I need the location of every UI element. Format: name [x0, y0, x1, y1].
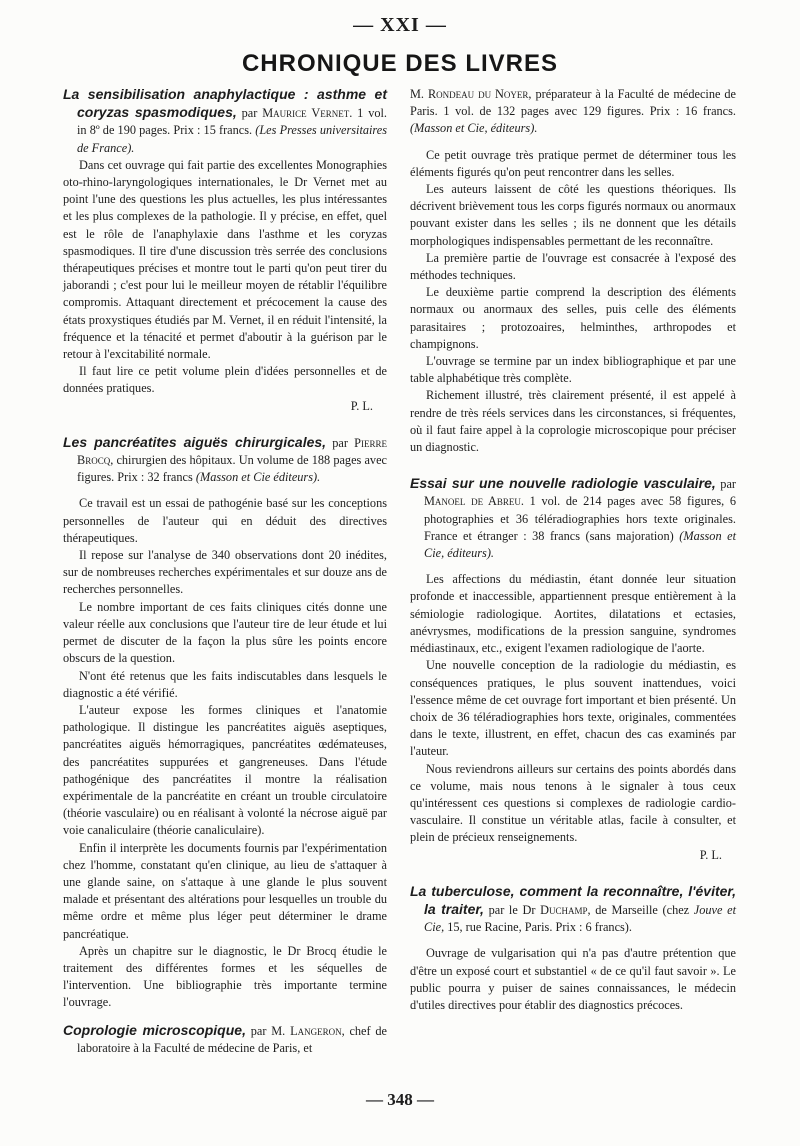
- paragraph: Ce travail est un essai de pathogénie basé sur les conceptions personnelles de l'auteur qui en déduit des directives thérapeutiques.: [63, 496, 387, 545]
- paragraph: L'auteur expose les formes cliniques et l'anatomie pathologique. Il distingue les pancréatites aiguës aseptiques, pancréatites aiguës hémorragiques, pancréatites œdémateuses, des pancréatites suppurées et gangreneuses. Dans l'étude pathogénique des pancréatites il montre la réalisation expérimentale de la pancréatite en créant un trouble circulatoire (théorie vasculaire) ou en réalisant à volonté la nécrose aiguë par voie canaliculaire (théorie canaliculaire).: [63, 702, 387, 838]
- review-header: [410, 475, 736, 562]
- review-radiologie: [410, 475, 736, 863]
- by-text: par: [236, 106, 263, 121]
- book-details: de Marseille (chez: [590, 902, 694, 917]
- review-header: [63, 86, 387, 157]
- publisher: (Les Presses universitaires de France).: [77, 123, 387, 155]
- page-number-bottom: — 348 —: [366, 1090, 434, 1109]
- publisher: (Masson et Cie, éditeurs).: [424, 528, 736, 561]
- by-text: par: [715, 477, 736, 492]
- book-title: La sensibilisation anaphylactique : asthme et coryzas spasmodiques,: [63, 86, 387, 121]
- review-coprologie-continued: [410, 86, 736, 456]
- page-number-top: — XXI —: [353, 14, 447, 36]
- review-tuberculose: [410, 883, 736, 1014]
- paragraph: L'ouvrage se termine par un index bibliographique et par une table alphabétique très complète.: [410, 354, 736, 386]
- review-header: [410, 883, 736, 937]
- review-pancreatites: [63, 434, 387, 1012]
- review-header-continued: [410, 86, 736, 138]
- publisher: (Masson et Cie, éditeurs).: [410, 121, 538, 136]
- author: Duchamp,: [540, 902, 591, 917]
- paragraph: Nous reviendrons ailleurs sur certains des points abordés dans ce volume, mais nous tenons à le signaler à tous ceux qu'intéressent ces questions si complexes de radiologie cardio-vasculaire. Il constitue un véritable atlas, facile à consulter, et plein de précieux renseignements.: [410, 761, 736, 845]
- book-title: Essai sur une nouvelle radiologie vasculaire,: [410, 475, 716, 492]
- review-header: [63, 434, 387, 487]
- book-title: Coprologie microscopique,: [63, 1021, 246, 1038]
- paragraph: Le nombre important de ces faits cliniques cités donne une valeur réelle aux conclusions que l'auteur tire de leur étude et lui permet de discuter de la façon la plus sûre les points encore obscurs de la question.: [63, 599, 387, 666]
- author: M. Rondeau du Noyer,: [410, 87, 532, 101]
- book-details: 1 vol. in 8º de 190 pages. Prix : 15 francs.: [77, 106, 387, 138]
- by-text: par M.: [245, 1023, 291, 1038]
- paragraph: Richement illustré, très clairement présenté, il est appelé à rendre de très réels services dans les circonstances, si fréquentes, où il faut faire appel à la coprologie microscopique pour préciser un diagnostic.: [410, 388, 736, 455]
- paragraph: Les auteurs laissent de côté les questions théoriques. Ils décrivent brièvement tous les corps figurés normaux ou anormaux pouvant exister dans les selles ; ils ne donnent que les détails morphologiques indispensables permettant de les reconnaître.: [410, 182, 736, 248]
- left-column: [63, 86, 387, 1067]
- author: Manoel de Abreu.: [424, 494, 524, 509]
- right-column: [410, 86, 736, 1024]
- by-text: par le Dr: [483, 902, 541, 917]
- book-title: Les pancréatites aiguës chirurgicales,: [63, 433, 327, 450]
- paragraph: Une nouvelle conception de la radiologie du médiastin, es conséquences pratiques, le plus souvent inattendues, voici l'essence même de cet ouvrage fort important et bien présenté. Un choix de 36 téléradiographies hors texte, originales, commentées dans le texte, illustrent, en effet, chacun des cas examinés par l'auteur.: [410, 658, 736, 759]
- author: Langeron,: [290, 1023, 345, 1038]
- paragraph: Dans cet ouvrage qui fait partie des excellentes Monographies oto-rhino-laryngologiques internationales, le Dr Vernet met au point l'une des questions les plus actuelles, les plus intéressantes et les plus complexes de la pathologie. Il y précise, en effet, quel est le rôle de l'anaphylaxie dans l'asthme et les coryzas spasmodiques. Il tire d'une discussion très serrée des conclusions thérapeutiques précises et montre tout le parti qu'on peut tirer du jaborandi ; c'est pour lui le meilleur moyen de rétablir l'équilibre compromis. Attaquant directement et précocement la cause des états proxystiques étudiés par M. Vernet, il en réduit l'intensité, la fréquence et la ténacité et permet d'aboutir à la guérison par le retour à l'excitabilité normale.: [63, 157, 387, 362]
- author: Pierre Brocq,: [77, 435, 387, 468]
- review-sensibilisation: [63, 86, 387, 415]
- publisher: (Masson et Cie éditeurs).: [195, 470, 321, 485]
- paragraph: N'ont été retenus que les faits indiscutables dans lesquels le diagnostic a été vérifié.: [63, 668, 387, 700]
- page-title: CHRONIQUE DES LIVRES: [241, 50, 559, 77]
- paragraph: Après un chapitre sur le diagnostic, le Dr Brocq étudie le traitement des différentes formes et les séquelles de l'intervention. Une bibliographie très importante termine l'ouvrage.: [63, 943, 387, 1010]
- book-title: La tuberculose, comment la reconnaître, l'éviter, la traiter,: [410, 882, 736, 917]
- paragraph: Le deuxième partie comprend la description des éléments normaux ou anormaux des selles, puis celle des éléments parasitaires ; protozoaires, helminthes, arthropodes et champignons.: [410, 285, 736, 351]
- paragraph: Enfin il interprète les documents fournis par l'expérimentation chez l'homme, constatant qu'en clinique, au lieu de s'attaquer à une glande saine, on s'attaque à une glande le plus souvent malade et présentant des altérations pour lesquelles un trouble du même ordre et même plus léger peut déterminer le drame pancréatique.: [63, 840, 387, 941]
- paragraph: Il repose sur l'analyse de 340 observations dont 20 inédites, sur de nombreuses recherches expérimentales et sur douze ans de recherches personnelles.: [63, 548, 387, 597]
- publisher: Jouve et Cie,: [424, 902, 736, 935]
- by-text: par: [326, 435, 355, 450]
- signature: P. L.: [699, 847, 722, 862]
- paragraph: La première partie de l'ouvrage est consacrée à l'exposé des méthodes techniques.: [410, 250, 736, 283]
- author: Maurice Vernet.: [262, 106, 353, 121]
- review-coprologie: [63, 1022, 387, 1057]
- book-details: préparateur à la Faculté de médecine de Paris. 1 vol. de 132 pages avec 129 figures. Prix : 16 francs.: [410, 87, 736, 119]
- paragraph: Les affections du médiastin, étant donnée leur situation profonde et inaccessible, appartiennent presque entièrement à la sémiologie radiologique. Aortites, dilatations et ectasies, anévrysmes, modifications de la pression sanguine, syndromes médiastinaux, etc., exigent l'examen radiologique de l'aorte.: [410, 572, 736, 656]
- book-details: 1 vol. de 214 pages avec 58 figures, 6 photographies et 36 téléradiographies hors texte originales. France et étranger : 38 francs (sans majoration): [424, 494, 736, 543]
- paragraph: Il faut lire ce petit volume plein d'idées personnelles et de données pratiques.: [63, 364, 387, 396]
- book-details: 15, rue Racine, Paris. Prix : 6 francs).: [444, 920, 632, 935]
- book-details: chirurgien des hôpitaux. Un volume de 188 pages avec figures. Prix : 32 francs: [77, 453, 387, 485]
- paragraph: Ouvrage de vulgarisation qui n'a pas d'autre prétention que d'être un exposé court et substantiel « de ce qu'il faut savoir ». Le public pourra y puiser de saines connaissances, le médecin d'utiles directives pour établir des diagnostics précoces.: [410, 946, 736, 1012]
- review-header: [63, 1022, 387, 1057]
- signature: P. L.: [350, 398, 373, 413]
- paragraph: Ce petit ouvrage très pratique permet de déterminer tous les éléments figurés qu'on peut rencontrer dans les selles.: [410, 147, 736, 179]
- book-details: chef de laboratoire à la Faculté de médecine de Paris, et: [77, 1023, 388, 1055]
